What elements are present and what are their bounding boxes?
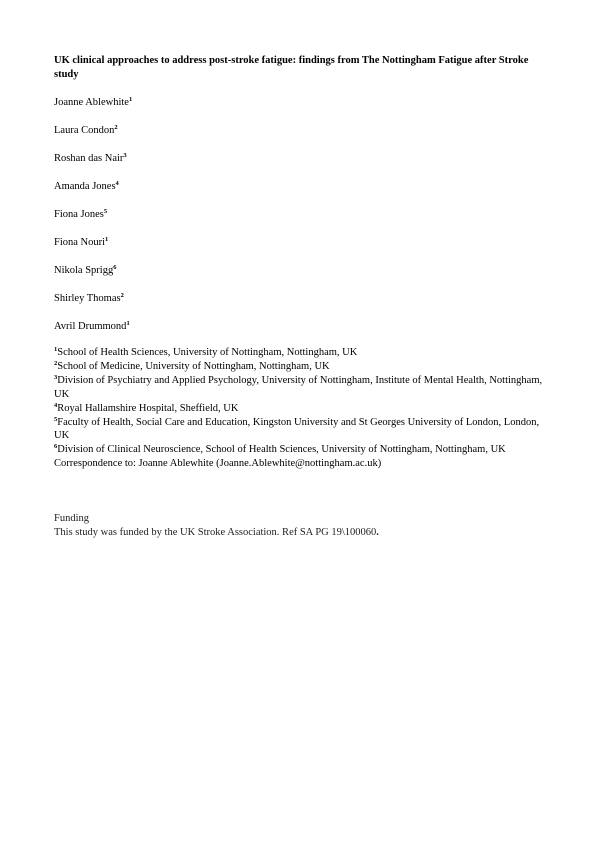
affiliation-text: School of Medicine, University of Nottingham, Nottingham, UK <box>57 360 330 372</box>
affiliation-entry <box>54 402 544 416</box>
author-name: Nikola Sprigg <box>54 265 114 276</box>
funding-statement <box>54 526 544 540</box>
author-name: Amanda Jones <box>54 181 116 192</box>
author-affiliation-number: 1 <box>126 320 130 327</box>
author-affiliation-number: 2 <box>114 124 118 131</box>
affiliation-text: School of Health Sciences, University of Nottingham, Nottingham, UK <box>57 347 358 358</box>
affiliation-entry <box>54 416 544 444</box>
author-entry <box>54 152 544 180</box>
funding-heading: Funding <box>54 513 90 524</box>
affiliation-entry <box>54 443 544 457</box>
author-entry <box>54 180 544 208</box>
affiliation-number: 4 <box>54 401 58 409</box>
author-entry <box>54 236 544 264</box>
affiliation-entry <box>54 374 544 402</box>
author-name: Joanne Ablewhite <box>54 97 129 108</box>
author-name: Roshan das Nair <box>54 153 124 164</box>
author-affiliation-number: 6 <box>113 264 117 271</box>
affiliation-text: Division of Psychiatry and Applied Psychology, University of Nottingham, Institute of Mental Health, Nottingham, UK <box>54 374 543 400</box>
affiliation-list <box>54 346 544 471</box>
funding-text: This study was funded by the UK Stroke Association. Ref SA PG 19\100060 <box>54 527 377 538</box>
author-affiliation-number: 4 <box>115 180 119 187</box>
affiliation-number: 5 <box>54 415 58 423</box>
affiliation-entry <box>54 346 544 360</box>
author-name: Avril Drummond <box>54 321 127 332</box>
author-affiliation-number: 2 <box>120 292 124 299</box>
author-entry <box>54 264 544 292</box>
affiliation-number: 6 <box>54 443 58 451</box>
author-entry <box>54 292 544 320</box>
affiliation-number: 1 <box>54 346 58 353</box>
author-entry <box>54 320 544 348</box>
funding-section <box>54 512 544 540</box>
author-affiliation-number: 1 <box>105 236 109 243</box>
author-name: Fiona Nouri <box>54 237 106 248</box>
author-list <box>54 96 544 348</box>
affiliation-text: Division of Clinical Neuroscience, School of Health Sciences, University of Nottingham, Nottingham, UK <box>57 444 506 456</box>
author-entry <box>54 96 544 124</box>
paper-title: UK clinical approaches to address post-stroke fatigue: findings from The Nottingham Fatigue after Stroke study <box>54 55 529 80</box>
author-entry <box>54 208 544 236</box>
author-affiliation-number: 1 <box>128 96 133 103</box>
correspondence-line: Correspondence to: Joanne Ablewhite (Joanne.Ablewhite@nottingham.ac.uk) <box>54 458 382 470</box>
affiliation-text: Faculty of Health, Social Care and Education, Kingston University and St Georges University of London, London, UK <box>54 416 540 442</box>
affiliation-number: 3 <box>54 373 58 381</box>
author-affiliation-number: 3 <box>123 152 127 159</box>
affiliation-text: Royal Hallamshire Hospital, Sheffield, UK <box>57 402 239 414</box>
author-affiliation-number: 5 <box>103 208 108 215</box>
funding-period: . <box>376 527 379 538</box>
author-entry <box>54 124 544 152</box>
affiliation-entry <box>54 360 544 374</box>
affiliation-number: 2 <box>54 359 58 367</box>
author-name: Laura Condon <box>54 125 115 136</box>
author-name: Fiona Jones <box>54 209 104 220</box>
author-name: Shirley Thomas <box>54 293 121 304</box>
